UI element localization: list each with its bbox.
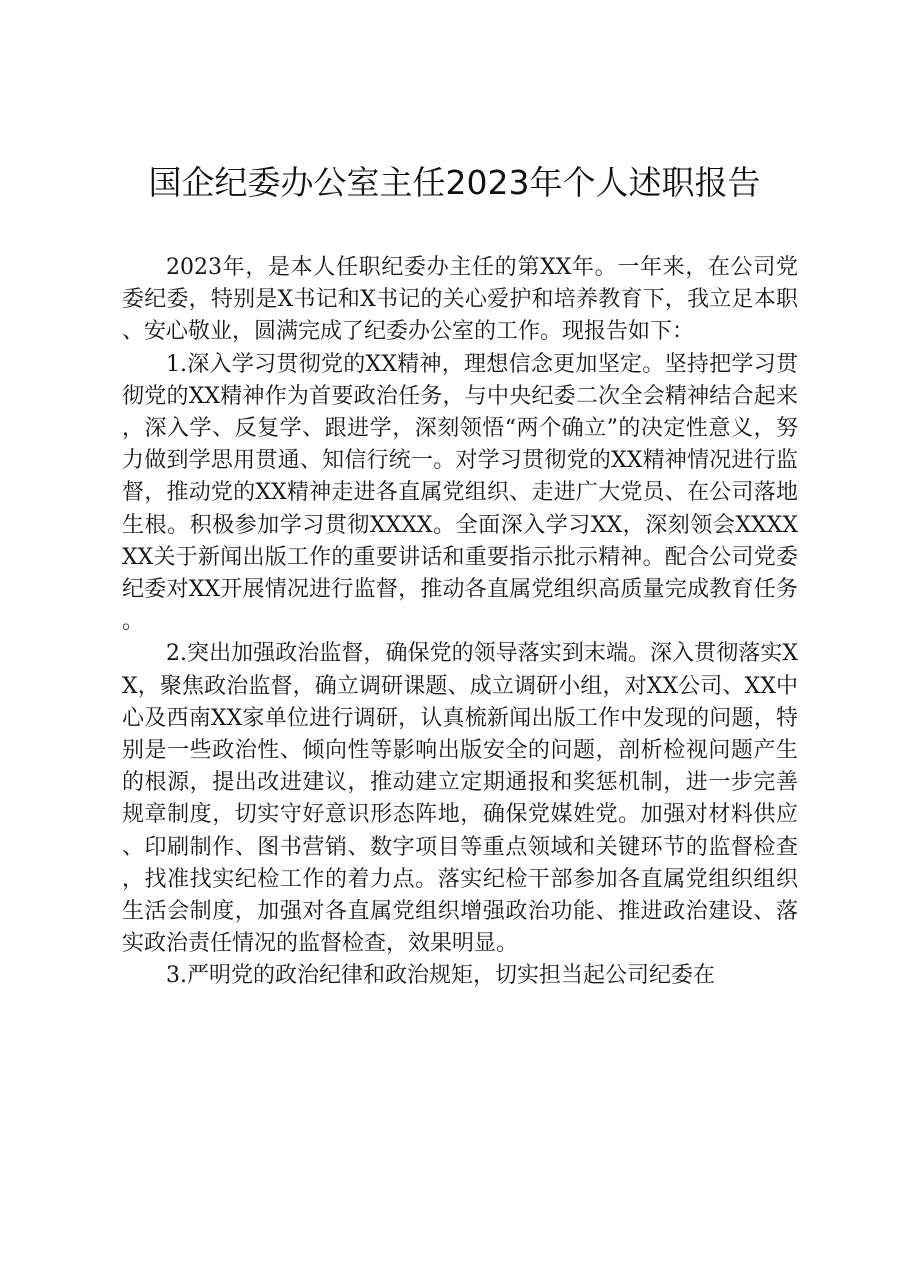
document-title: 国企纪委办公室主任2023年个人述职报告 bbox=[148, 163, 761, 202]
paragraph-item-1: 1.深入学习贯彻党的XX精神，理想信念更加坚定。坚持把学习贯彻党的XX精神作为首要政治任务，与中央纪委二次全会精神结合起来，深入学、反复学、跟进学，深刻领悟“两个确立”的决定性意义，努力做到学思用贯通、知信行统一。对学习贯彻党的XX精神情况进行监督，推动党的XX精神走进各直属党组织、走进广大党员、在公司落地生根。积极参加学习贯彻XXXX。全面深入学习XX，深刻领会XXXXXX关于新闻出版工作的重要讲话和重要指示批示精神。配合公司党委纪委对XX开展情况进行监督，推动各直属党组织高质量完成教育任务。 bbox=[122, 351, 798, 635]
paragraph-item-3: 3.严明党的政治纪律和政治规矩，切实担当起公司纪委在 bbox=[166, 963, 715, 989]
document-body bbox=[122, 252, 798, 993]
paragraph-intro: 2023年，是本人任职纪委办主任的第XX年。一年来，在公司党委纪委，特别是X书记和X书记的关心爱护和培养教育下，我立足本职、安心敬业，圆满完成了纪委办公室的工作。现报告如下： bbox=[122, 255, 798, 345]
paragraph-item-2: 2.突出加强政治监督，确保党的领导落实到末端。深入贯彻落实XX，聚焦政治监督，确立调研课题、成立调研小组，对XX公司、XX中心及西南XX家单位进行调研，认真梳新闻出版工作中发现的问题，特别是一些政治性、倾向性等影响出版安全的问题，剖析检视问题产生的根源，提出改进建议，推动建立定期通报和奖惩机制，进一步完善规章制度，切实守好意识形态阵地，确保党媒姓党。加强对材料供应、印刷制作、图书营销、数字项目等重点领域和关键环节的监督检查，找准找实纪检工作的着力点。落实纪检干部参加各直属党组织组织生活会制度，加强对各直属党组织增强政治功能、推进政治建设、落实政治责任情况的监督检查，效果明显。 bbox=[122, 641, 798, 957]
